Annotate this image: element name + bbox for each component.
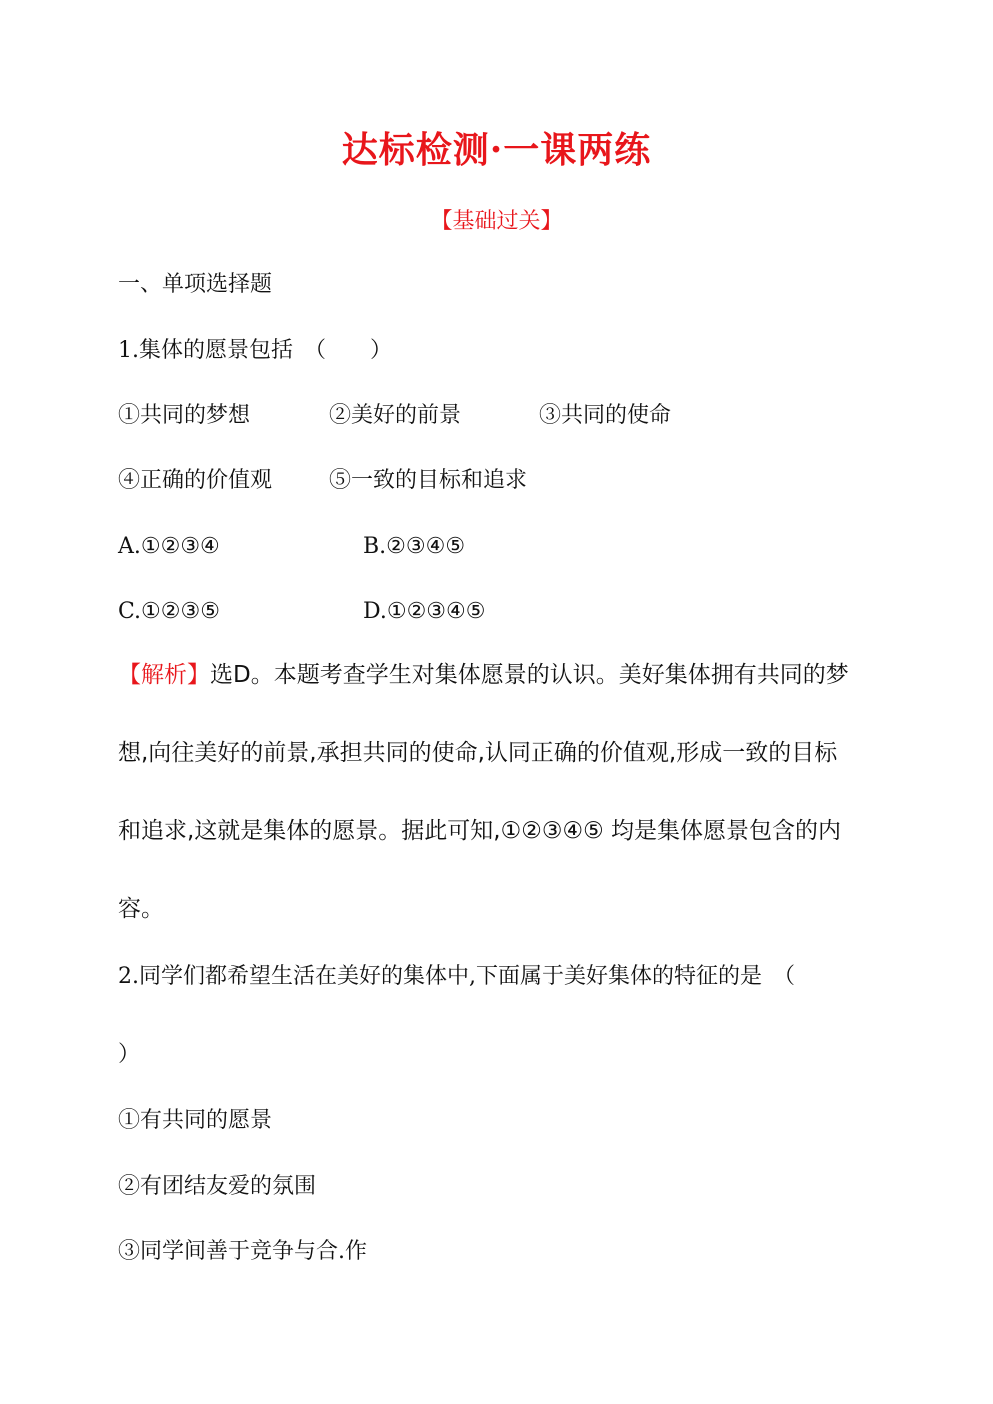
q1-statement-1: ①共同的梦想 [118, 403, 251, 428]
q1-statement-2: ②美好的前景 [329, 403, 462, 428]
q1-choice-a: A.①②③④ [118, 534, 220, 559]
section-subtitle: 【基础过关】 [430, 209, 563, 234]
q2-statement-3: ③同学间善于竞争与合.作 [118, 1239, 367, 1264]
question-1-stem: 1.集体的愿景包括 （ ） [118, 338, 392, 363]
q1-statement-4: ④正确的价值观 [118, 468, 273, 493]
q1-statement-3: ③共同的使命 [539, 403, 672, 428]
question-2-stem-line-2: ） [118, 1042, 141, 1067]
q1-choice-d: D.①②③④⑤ [363, 599, 486, 624]
q1-analysis-line-3: 和追求,这就是集体的愿景。据此可知,①②③④⑤ 均是集体愿景包含的内 [118, 818, 842, 844]
q1-analysis-line-4: 容。 [118, 896, 164, 922]
q2-statement-2: ②有团结友爱的氛围 [118, 1174, 317, 1199]
q1-choice-c: C.①②③⑤ [118, 599, 220, 624]
analysis-text-1: 选D。本题考查学生对集体愿景的认识。美好集体拥有共同的梦 [210, 662, 849, 688]
q2-statement-1: ①有共同的愿景 [118, 1108, 273, 1133]
question-2-stem-line-1: 2.同学们都希望生活在美好的集体中,下面属于美好集体的特征的是 （ [118, 964, 795, 989]
analysis-label: 【解析】 [118, 662, 210, 688]
q1-choice-b: B.②③④⑤ [363, 534, 466, 559]
q1-statement-5: ⑤一致的目标和追求 [329, 468, 528, 493]
q1-analysis-line-2: 想,向往美好的前景,承担共同的使命,认同正确的价值观,形成一致的目标 [118, 740, 838, 766]
q1-analysis-line-1 [118, 660, 849, 690]
page-title: 达标检测·一课两练 [341, 129, 652, 171]
section-heading: 一、单项选择题 [118, 272, 273, 297]
